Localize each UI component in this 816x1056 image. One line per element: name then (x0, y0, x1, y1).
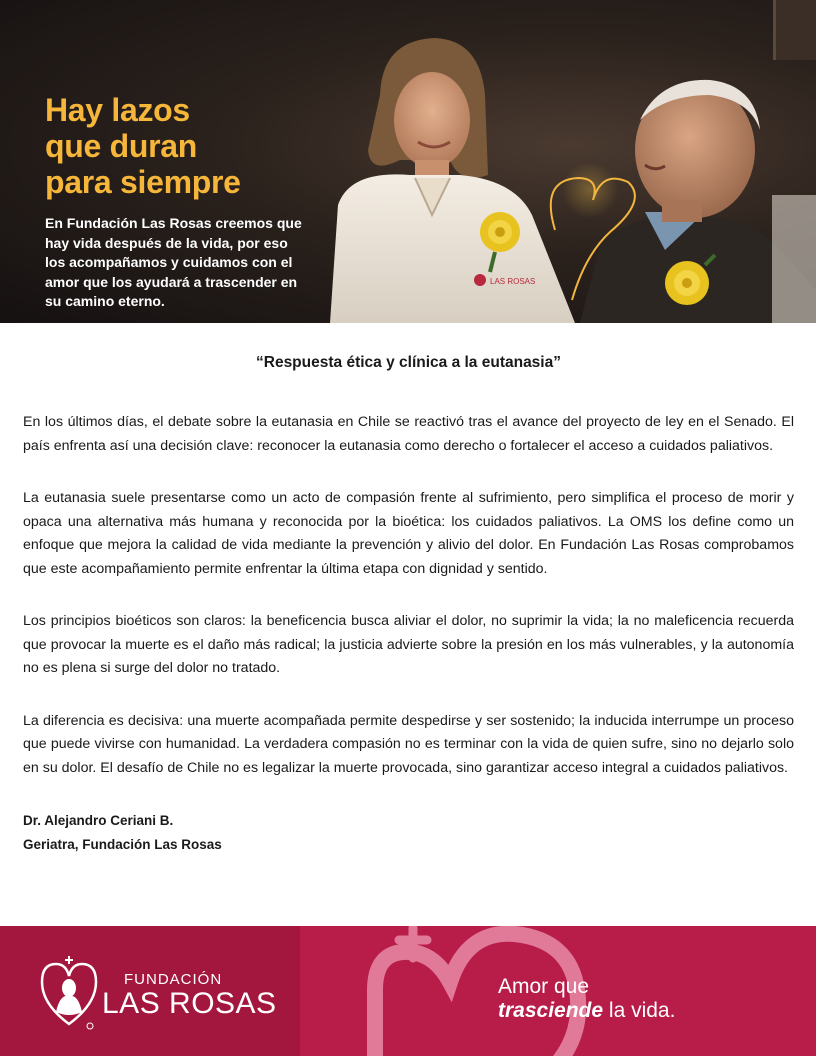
footer (0, 926, 816, 1056)
hero-banner (0, 0, 816, 323)
hero-body: En Fundación Las Rosas creemos que hay vida después de la vida, por eso los acompañamos y cuidamos con el amor que los ayudará a trascender en su camino eterno. (45, 215, 302, 309)
article-paragraph-3: Los principios bioéticos son claros: la beneficencia busca aliviar el dolor, no suprimir la vida; la no maleficencia recuerda que provocar la muerte es el daño más radical; la justicia advierte sobre la presión en los más vulnerables, y la autonomía no es plena si surge del dolor no tratado. (23, 613, 794, 676)
uniform-badge-text: LAS ROSAS (490, 277, 536, 286)
footer-slogan (498, 975, 675, 1023)
article-paragraph-2: La eutanasia suele presentarse como un acto de compasión frente al sufrimiento, pero simplifica el proceso de morir y opaca una alternativa más humana y reconocida por la bioética: los cuidados paliativos. La OMS los define como un enfoque que mejora la calidad de vida mediante la prevención y alivio del dolor. En Fundación Las Rosas comprobamos que este acompañamiento permite enfrentar la última etapa con dignidad y sentido. (23, 490, 794, 577)
article-title: “Respuesta ética y clínica a la eutanasia” (256, 354, 561, 371)
signature (23, 809, 794, 857)
signature-role: Geriatra, Fundación Las Rosas (23, 837, 222, 852)
hero-photo (310, 0, 816, 323)
slogan-emphasis: trasciende (498, 999, 604, 1022)
article (23, 354, 794, 857)
slogan-rest: la vida. (603, 999, 676, 1022)
heart-virgin-logo-icon (38, 954, 100, 1030)
hero-text-block (45, 92, 315, 312)
hero-title: Hay lazos que duran para siempre (45, 92, 241, 200)
signature-name: Dr. Alejandro Ceriani B. (23, 813, 174, 828)
article-paragraph-4: La diferencia es decisiva: una muerte acompañada permite despedirse y ser sostenido; la inducida interrumpe un proceso que puede vivirse con humanidad. La verdadera compasión no es terminar con la vida de quien sufre, sino no dejarlo solo en su dolor. El desafío de Chile no es legalizar la muerte provocada, sino garantizar acceso integral a cuidados paliativos. (23, 712, 794, 776)
slogan-line-2 (498, 999, 675, 1023)
logo-line-1: FUNDACIÓN (124, 971, 223, 988)
logo-line-2: LAS ROSAS (102, 987, 277, 1020)
slogan-line-1: Amor que (498, 975, 590, 998)
footer-logo-text (102, 972, 277, 1020)
article-paragraph-1: En los últimos días, el debate sobre la eutanasia en Chile se reactivó tras el avance del proyecto de ley en el Senado. El país enfrenta así una decisión clave: reconocer la eutanasia como derecho o fortalecer el acceso a cuidados paliativos. (23, 414, 794, 454)
